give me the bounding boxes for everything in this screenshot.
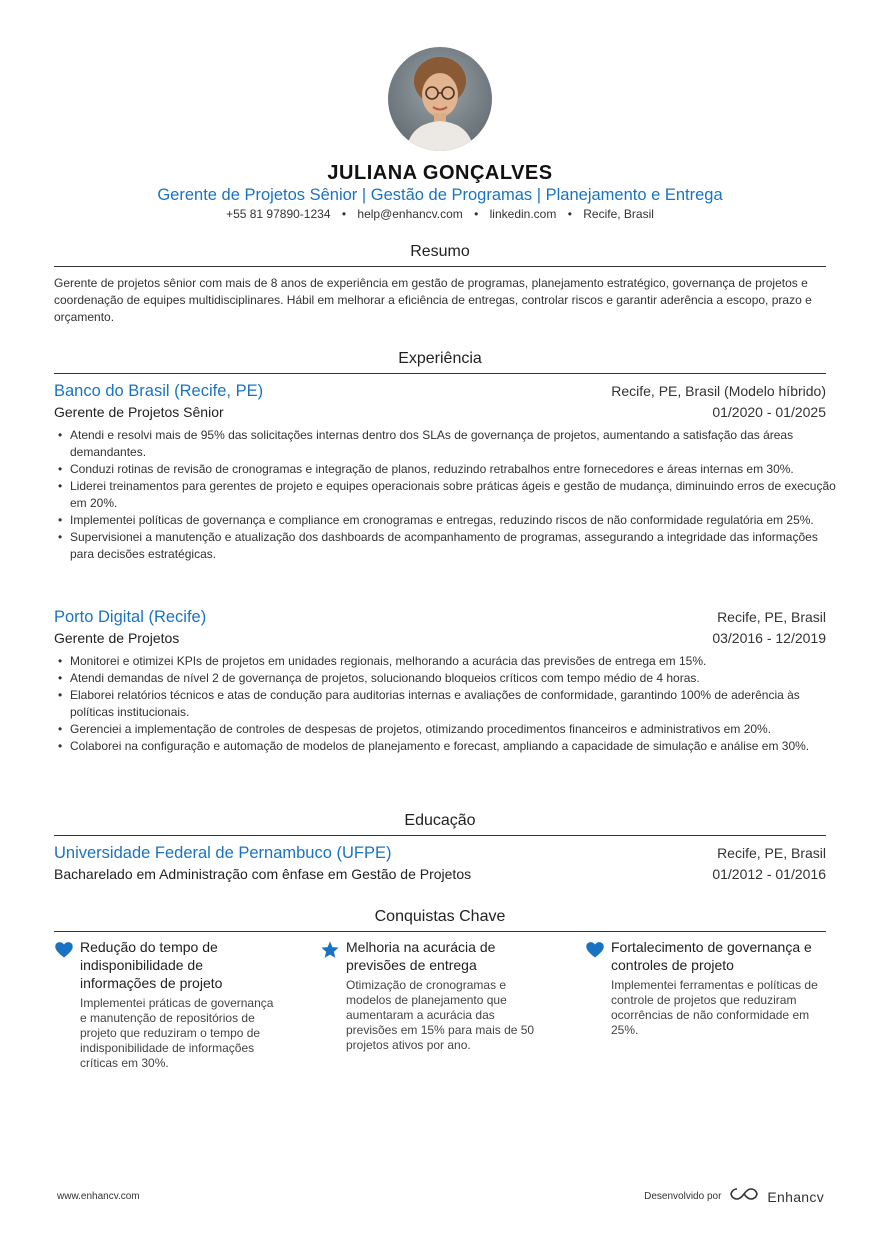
summary-text: Gerente de projetos sênior com mais de 8 anos de experiência em gestão de programas, planejamento estratégico, governança de projetos e coordenação de equipes multidisciplinares. Hábil em melhorar a eficiência de entregas, controlar riscos e garantir aderência a escopo, prazo e orçamento.	[54, 276, 812, 324]
candidate-title: Gerente de Projetos Sênior | Gestão de Programas | Planejamento e Entrega	[157, 186, 723, 204]
achievement-desc: Implementei práticas de governança e manutenção de repositórios de projeto que reduziram o tempo de indisponibilidade de informações críticas em 30%.	[80, 996, 274, 1070]
separator-dot: •	[474, 207, 479, 221]
job-location: Recife, PE, Brasil (Modelo híbrido)	[611, 383, 826, 399]
education-header	[54, 844, 826, 863]
job-header	[54, 608, 826, 627]
list-item: • Liderei treinamentos para gerentes de projeto e equipes operacionais sobre práticas ágeis e gestão de mudança, diminuindo erros de execução em 20%.	[70, 478, 842, 512]
achievement-desc: Implementei ferramentas e políticas de controle de projetos que reduziram ocorrências de não conformidade em 25%.	[611, 978, 818, 1037]
profile-photo	[388, 47, 492, 151]
company-name[interactable]: Banco do Brasil (Recife, PE)	[54, 382, 264, 400]
footer-branding	[644, 1186, 824, 1207]
achievement-title: Redução do tempo de indisponibilidade de informações de projeto	[80, 939, 223, 991]
job-role: Gerente de Projetos	[54, 630, 180, 646]
list-item: • Supervisionei a manutenção e atualização dos dashboards de acompanhamento de programas, assegurando a integridade das informações para decisões estratégicas.	[70, 529, 842, 563]
job-dates: 01/2020 - 01/2025	[712, 404, 826, 420]
linkedin-link[interactable]: linkedin.com	[489, 207, 557, 221]
candidate-name: JULIANA GONÇALVES	[327, 162, 553, 184]
job-subheader	[54, 630, 826, 646]
achievements-heading: Conquistas Chave	[54, 908, 826, 932]
enhancv-brand-text[interactable]: Enhancv	[767, 1188, 824, 1205]
list-item: • Gerenciei a implementação de controles de despesas de projetos, otimizando procedimentos financeiros e administrativos em 20%.	[70, 721, 842, 738]
phone-text: +55 81 97890-1234	[226, 207, 331, 221]
education-subheader	[54, 866, 826, 882]
job-subheader	[54, 404, 826, 420]
contact-line	[0, 207, 880, 221]
list-item: • Atendi demandas de nível 2 de governança de projetos, solucionando bloqueios críticos com tempo médio de 4 horas.	[70, 670, 842, 687]
degree-text: Bacharelado em Administração com ênfase em Gestão de Projetos	[54, 866, 472, 882]
achievement-item	[585, 938, 826, 1038]
separator-dot: •	[567, 207, 572, 221]
powered-by-text: Desenvolvido por	[644, 1191, 722, 1202]
summary-heading: Resumo	[54, 243, 826, 267]
job-bullets	[54, 427, 842, 563]
job-role: Gerente de Projetos Sênior	[54, 404, 224, 420]
list-item: • Monitorei e otimizei KPIs de projetos em unidades regionais, melhorando a acurácia das previsões de entrega em 15%.	[70, 653, 842, 670]
job-bullets	[54, 653, 842, 755]
job-location: Recife, PE, Brasil	[717, 609, 826, 625]
job-header	[54, 382, 826, 401]
list-item: • Atendi e resolvi mais de 95% das solicitações internas dentro dos SLAs de governança de projetos, aumentando a satisfação das áreas demandantes.	[70, 427, 842, 461]
education-heading: Educação	[54, 812, 826, 836]
achievement-title: Melhoria na acurácia de previsões de entrega	[346, 939, 496, 973]
school-name[interactable]: Universidade Federal de Pernambuco (UFPE)	[54, 844, 392, 862]
job-dates: 03/2016 - 12/2019	[712, 630, 826, 646]
experience-heading: Experiência	[54, 350, 826, 374]
achievement-title: Fortalecimento de governança e controles de projeto	[611, 939, 812, 973]
achievement-item	[54, 938, 279, 1071]
education-dates: 01/2012 - 01/2016	[712, 866, 826, 882]
location-text: Recife, Brasil	[583, 207, 654, 221]
list-item: • Conduzi rotinas de revisão de cronogramas e integração de planos, reduzindo retrabalhos entre fornecedores e áreas internas em 30%.	[70, 461, 842, 478]
list-item: • Implementei políticas de governança e compliance em cronogramas e entregas, reduzindo riscos de não conformidade regulatória em 25%.	[70, 512, 842, 529]
achievement-desc: Otimização de cronogramas e modelos de planejamento que aumentaram a acurácia das previsões em 15% para mais de 50 projetos ativos por ano.	[346, 978, 535, 1052]
list-item: • Elaborei relatórios técnicos e atas de condução para auditorias internas e avaliações de conformidade, garantindo 100% de aderência às políticas institucionais.	[70, 687, 842, 721]
email-link[interactable]: help@enhancv.com	[357, 207, 463, 221]
star-icon	[320, 940, 340, 960]
achievement-item	[320, 938, 545, 1053]
list-item: • Colaborei na configuração e automação de modelos de planejamento e forecast, ampliando a capacidade de simulação e análise em 30%.	[70, 738, 842, 755]
enhancv-logo-icon	[729, 1186, 759, 1207]
company-name[interactable]: Porto Digital (Recife)	[54, 608, 207, 626]
heart-icon	[585, 940, 605, 960]
separator-dot: •	[341, 207, 347, 221]
heart-icon	[54, 940, 74, 960]
footer-website-link[interactable]: www.enhancv.com	[57, 1191, 140, 1202]
school-location: Recife, PE, Brasil	[717, 845, 826, 861]
